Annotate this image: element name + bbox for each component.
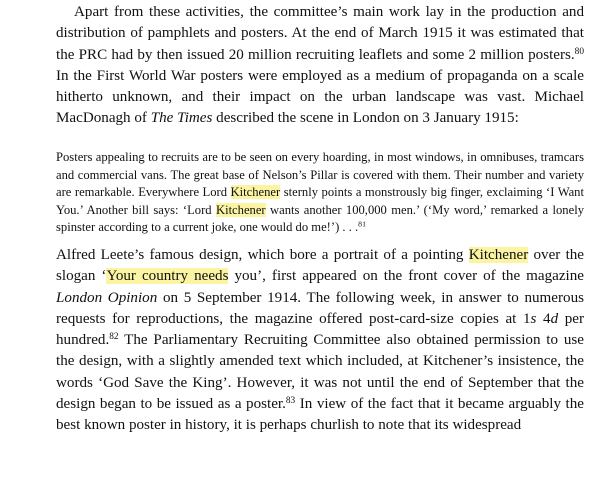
pence-unit: d: [550, 310, 559, 327]
paragraph-2-text-d: on 5 September 1914. The following week, in answer to numerous requests for reproductions, the magazine offered post-card-size copies at 1: [56, 289, 584, 327]
paragraph-2-text-g: The Parliamentary Recruiting Committee also obtained permission to use the design, with a slightly amended text which included, at Kitchener’s insistence, the words ‘God Save the King’. However, it was not until the end of September that the design began to be issued as a poster.: [56, 332, 584, 413]
quote-text-b: sternly points a monstrously big finger, exclaiming ‘I Want You.’ Another bill says: ‘Lord: [56, 185, 584, 217]
footnote-81: 81: [358, 220, 366, 230]
paragraph-1-text-a: Apart from these activities, the committee’s main work lay in the production and distribution of pamphlets and posters. At the end of March 1915 it was estimated that the PRC had by then issued 20 million recruiting leaflets and some 2 million posters.: [56, 4, 584, 63]
footnote-82: 82: [109, 332, 119, 343]
quote-text-c: wants another 100,000 men.’ (‘My word,’ remarked a lonely spinster according to a current joke, one would do me!’) . . .: [56, 202, 584, 235]
magazine-title: London Opinion: [56, 289, 158, 306]
highlight-kitchener: Kitchener: [468, 247, 529, 263]
paragraph-1-text-b: In the First World War posters were employed as a medium of propaganda on a scale hitherto unknown, and their impact on the urban landscape was vast. Michael MacDonagh of: [56, 67, 584, 127]
highlight-kitchener: Kitchener: [230, 185, 281, 200]
quote-text-a: Posters appealing to recruits are to be seen on every hoarding, in most windows, in omnibuses, tramcars and commercial vans. The great base of Nelson’s Pillar is covered with them. Their number and variety are remarkable. Everywhere Lord: [56, 150, 584, 200]
paragraph-1: [56, 2, 584, 130]
paragraph-2-text-b: over the slogan ‘: [56, 247, 585, 285]
paragraph-2-text-h: In view of the fact that it became arguably the best known poster in history, it is perhaps churlish to note that its widespread: [56, 396, 584, 434]
block-quote: [56, 149, 584, 237]
highlight-kitchener: Kitchener: [215, 202, 266, 217]
paragraph-2-text-e: 4: [536, 310, 551, 327]
highlight-slogan: Your country needs: [106, 268, 229, 285]
shilling-unit: s: [530, 310, 537, 327]
paragraph-2-text-a: Alfred Leete’s famous design, which bore a portrait of a pointing: [56, 247, 469, 263]
newspaper-title: The Times: [150, 110, 213, 127]
footnote-80: 80: [574, 46, 584, 57]
paragraph-1-text-c: described the scene in London on 3 January 1915:: [212, 110, 519, 127]
paragraph-2: [56, 245, 584, 437]
paragraph-2-text-c: you’, first appeared on the front cover of the magazine: [228, 268, 584, 285]
footnote-83: 83: [285, 395, 296, 406]
paragraph-2-text-f: per hundred.: [56, 310, 584, 349]
